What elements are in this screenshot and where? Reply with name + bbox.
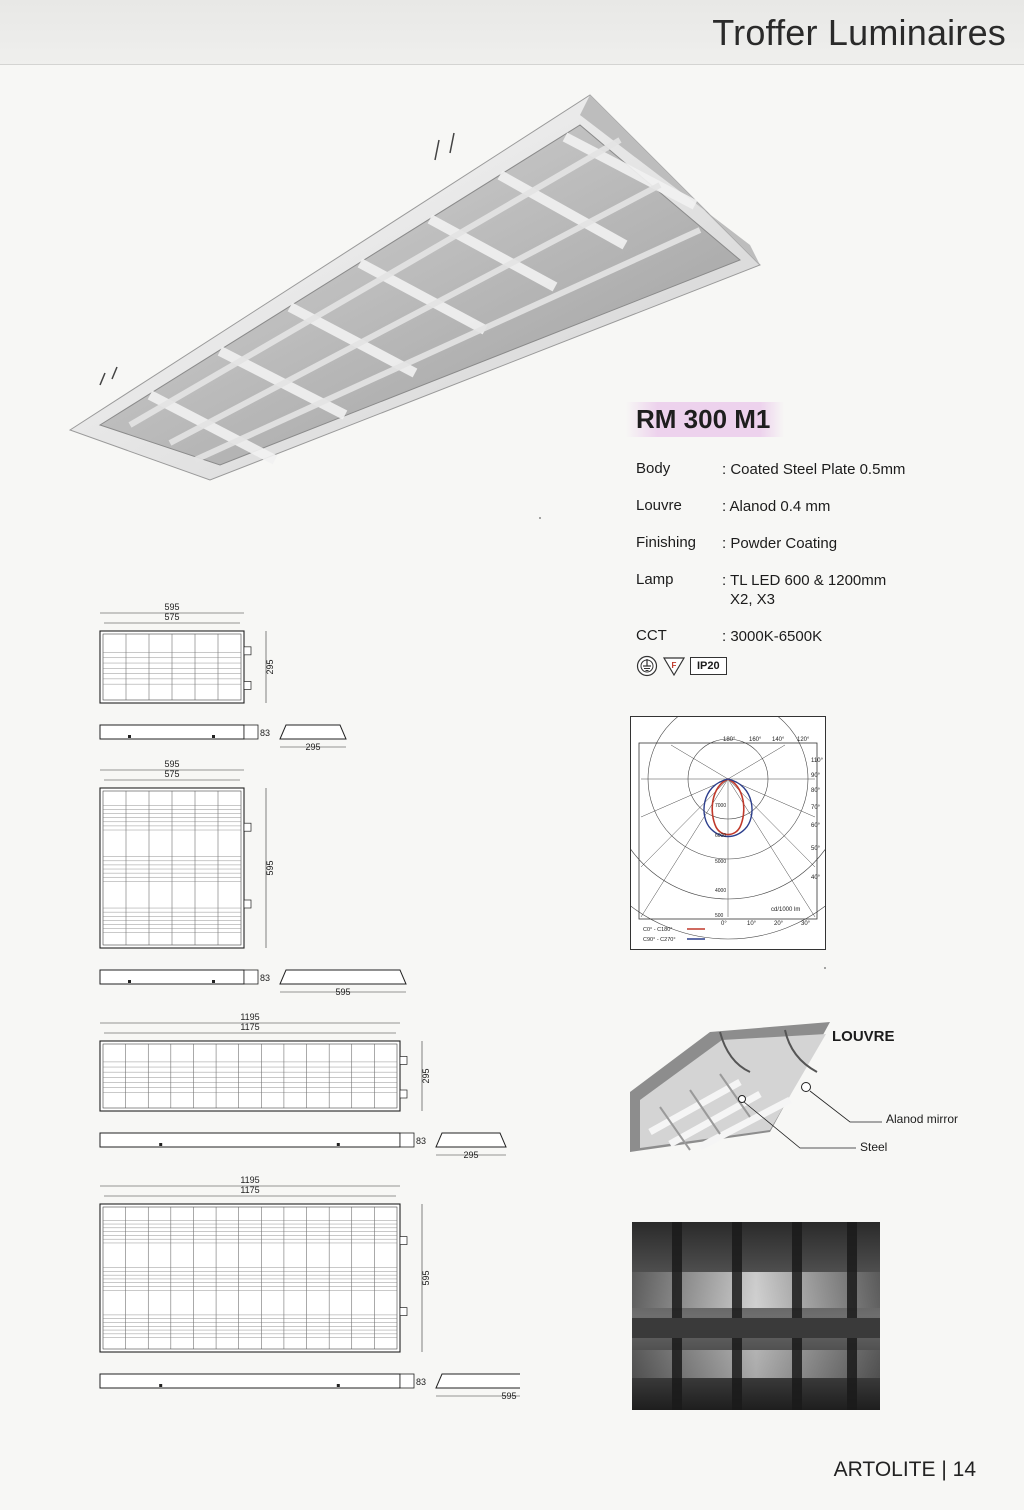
louvre-title: LOUVRE xyxy=(832,1028,895,1045)
technical-drawings xyxy=(90,600,520,1400)
louvre-detail-image xyxy=(630,1012,970,1162)
angle-label: 0° xyxy=(721,921,727,927)
side-screw xyxy=(212,980,215,983)
side-screw xyxy=(212,735,215,738)
angle-label: 30° xyxy=(801,921,811,927)
dim-inner-label: 575 xyxy=(164,612,180,622)
angle-label: 140° xyxy=(772,737,785,743)
dim-end-label: 295 xyxy=(463,1150,479,1160)
angle-label: 20° xyxy=(774,921,784,927)
radial-label: 7000 xyxy=(715,803,727,809)
svg-text:F: F xyxy=(671,661,677,670)
spec-row-finishing xyxy=(636,534,996,553)
end-view xyxy=(280,970,406,984)
spec-value-continued: X2, X3 xyxy=(730,591,776,608)
dim-height-label: 83 xyxy=(416,1377,427,1387)
plan-view xyxy=(100,1041,400,1111)
side-screw xyxy=(128,735,131,738)
angle-label: 160° xyxy=(749,737,762,743)
angle-label: 10° xyxy=(747,921,757,927)
f-mark-icon xyxy=(662,655,686,677)
plan-view xyxy=(100,1204,400,1352)
dim-height-label: 83 xyxy=(260,728,271,738)
spec-row-lamp xyxy=(636,571,996,609)
steel-label: Steel xyxy=(860,1140,888,1154)
dim-outer-label: 595 xyxy=(164,602,180,612)
angle-label: 70° xyxy=(811,805,821,811)
side-view xyxy=(100,970,244,984)
angle-label: 120° xyxy=(797,737,810,743)
side-screw xyxy=(337,1143,340,1146)
page-title: Troffer Luminaires xyxy=(712,12,1006,53)
side-cap xyxy=(244,970,258,984)
radial-label: 500 xyxy=(715,913,724,919)
legend-c90: C90° - C270° xyxy=(643,937,676,943)
dim-depth-label: 595 xyxy=(265,860,275,876)
angle-label: 40° xyxy=(811,875,821,881)
spec-row-body xyxy=(636,460,996,479)
side-screw xyxy=(159,1143,162,1146)
legend-c0: C0° - C180° xyxy=(643,927,673,933)
end-view xyxy=(280,725,346,739)
side-screw xyxy=(128,980,131,983)
polar-chart xyxy=(631,717,825,949)
side-cap xyxy=(400,1133,414,1147)
clip-tab xyxy=(244,823,251,831)
side-view xyxy=(100,1374,400,1388)
spec-label: Lamp xyxy=(636,571,674,588)
spec-value: : Powder Coating xyxy=(722,535,838,552)
spec-label: Body xyxy=(636,460,671,477)
spec-row-cct xyxy=(636,627,996,646)
angle-label: 180° xyxy=(723,737,736,743)
radial-label: 4000 xyxy=(715,888,727,894)
spec-value: : TL LED 600 & 1200mm xyxy=(722,572,887,589)
dim-outer-label: 595 xyxy=(164,759,180,769)
clip-tab xyxy=(400,1308,407,1316)
unit-label: cd/1000 lm xyxy=(771,907,801,913)
clip-tab xyxy=(244,681,251,689)
scan-speck xyxy=(539,517,541,519)
dim-depth-label: 595 xyxy=(421,1270,431,1286)
luminaire-photo xyxy=(632,1222,880,1410)
side-cap xyxy=(400,1374,414,1388)
spec-value: : Coated Steel Plate 0.5mm xyxy=(722,461,906,478)
dim-depth-label: 295 xyxy=(421,1068,431,1084)
ip-rating-badge: IP20 xyxy=(690,657,727,675)
dim-inner-label: 575 xyxy=(164,769,180,779)
model-title: RM 300 M1 xyxy=(626,402,784,437)
certification-icons xyxy=(636,655,727,677)
spec-row-louvre xyxy=(636,497,996,516)
clip-tab xyxy=(400,1090,407,1098)
spec-label: CCT xyxy=(636,627,667,644)
angle-label: 80° xyxy=(811,788,821,794)
spec-label: Finishing xyxy=(636,534,697,551)
clip-tab xyxy=(244,647,251,655)
alanod-mirror-label: Alanod mirror xyxy=(886,1112,959,1126)
dim-depth-label: 295 xyxy=(265,659,275,675)
spec-value: : Alanod 0.4 mm xyxy=(722,498,831,515)
radial-label: 6000 xyxy=(715,833,727,839)
spec-label: Louvre xyxy=(636,497,682,514)
side-screw xyxy=(337,1384,340,1387)
side-view xyxy=(100,725,244,739)
spec-value: : 3000K-6500K xyxy=(722,628,823,645)
dim-height-label: 83 xyxy=(416,1136,427,1146)
polar-diagram xyxy=(630,716,826,950)
angle-label: 60° xyxy=(811,823,821,829)
dim-end-label: 595 xyxy=(501,1391,517,1400)
side-screw xyxy=(159,1384,162,1387)
dim-end-label: 595 xyxy=(335,987,351,997)
side-view xyxy=(100,1133,400,1147)
clip-tab xyxy=(244,900,251,908)
dim-inner-label: 1175 xyxy=(240,1022,260,1032)
angle-label: 110° xyxy=(811,758,823,764)
earth-class-icon xyxy=(636,655,658,677)
dim-outer-label: 1195 xyxy=(240,1175,260,1185)
dim-inner-label: 1175 xyxy=(240,1185,260,1195)
header-band xyxy=(0,0,1024,65)
end-view xyxy=(436,1133,506,1147)
dim-outer-label: 1195 xyxy=(240,1012,260,1022)
dim-height-label: 83 xyxy=(260,973,271,983)
angle-label: 90° xyxy=(811,773,821,779)
clip-tab xyxy=(400,1237,407,1245)
end-view xyxy=(436,1374,520,1388)
scan-speck xyxy=(824,967,826,969)
footer-brand: ARTOLITE | 14 xyxy=(833,1458,976,1481)
dim-end-label: 295 xyxy=(305,742,321,752)
spec-table xyxy=(636,460,996,664)
radial-label: 5000 xyxy=(715,859,727,865)
side-cap xyxy=(244,725,258,739)
clip-tab xyxy=(400,1056,407,1064)
angle-label: 50° xyxy=(811,846,821,852)
